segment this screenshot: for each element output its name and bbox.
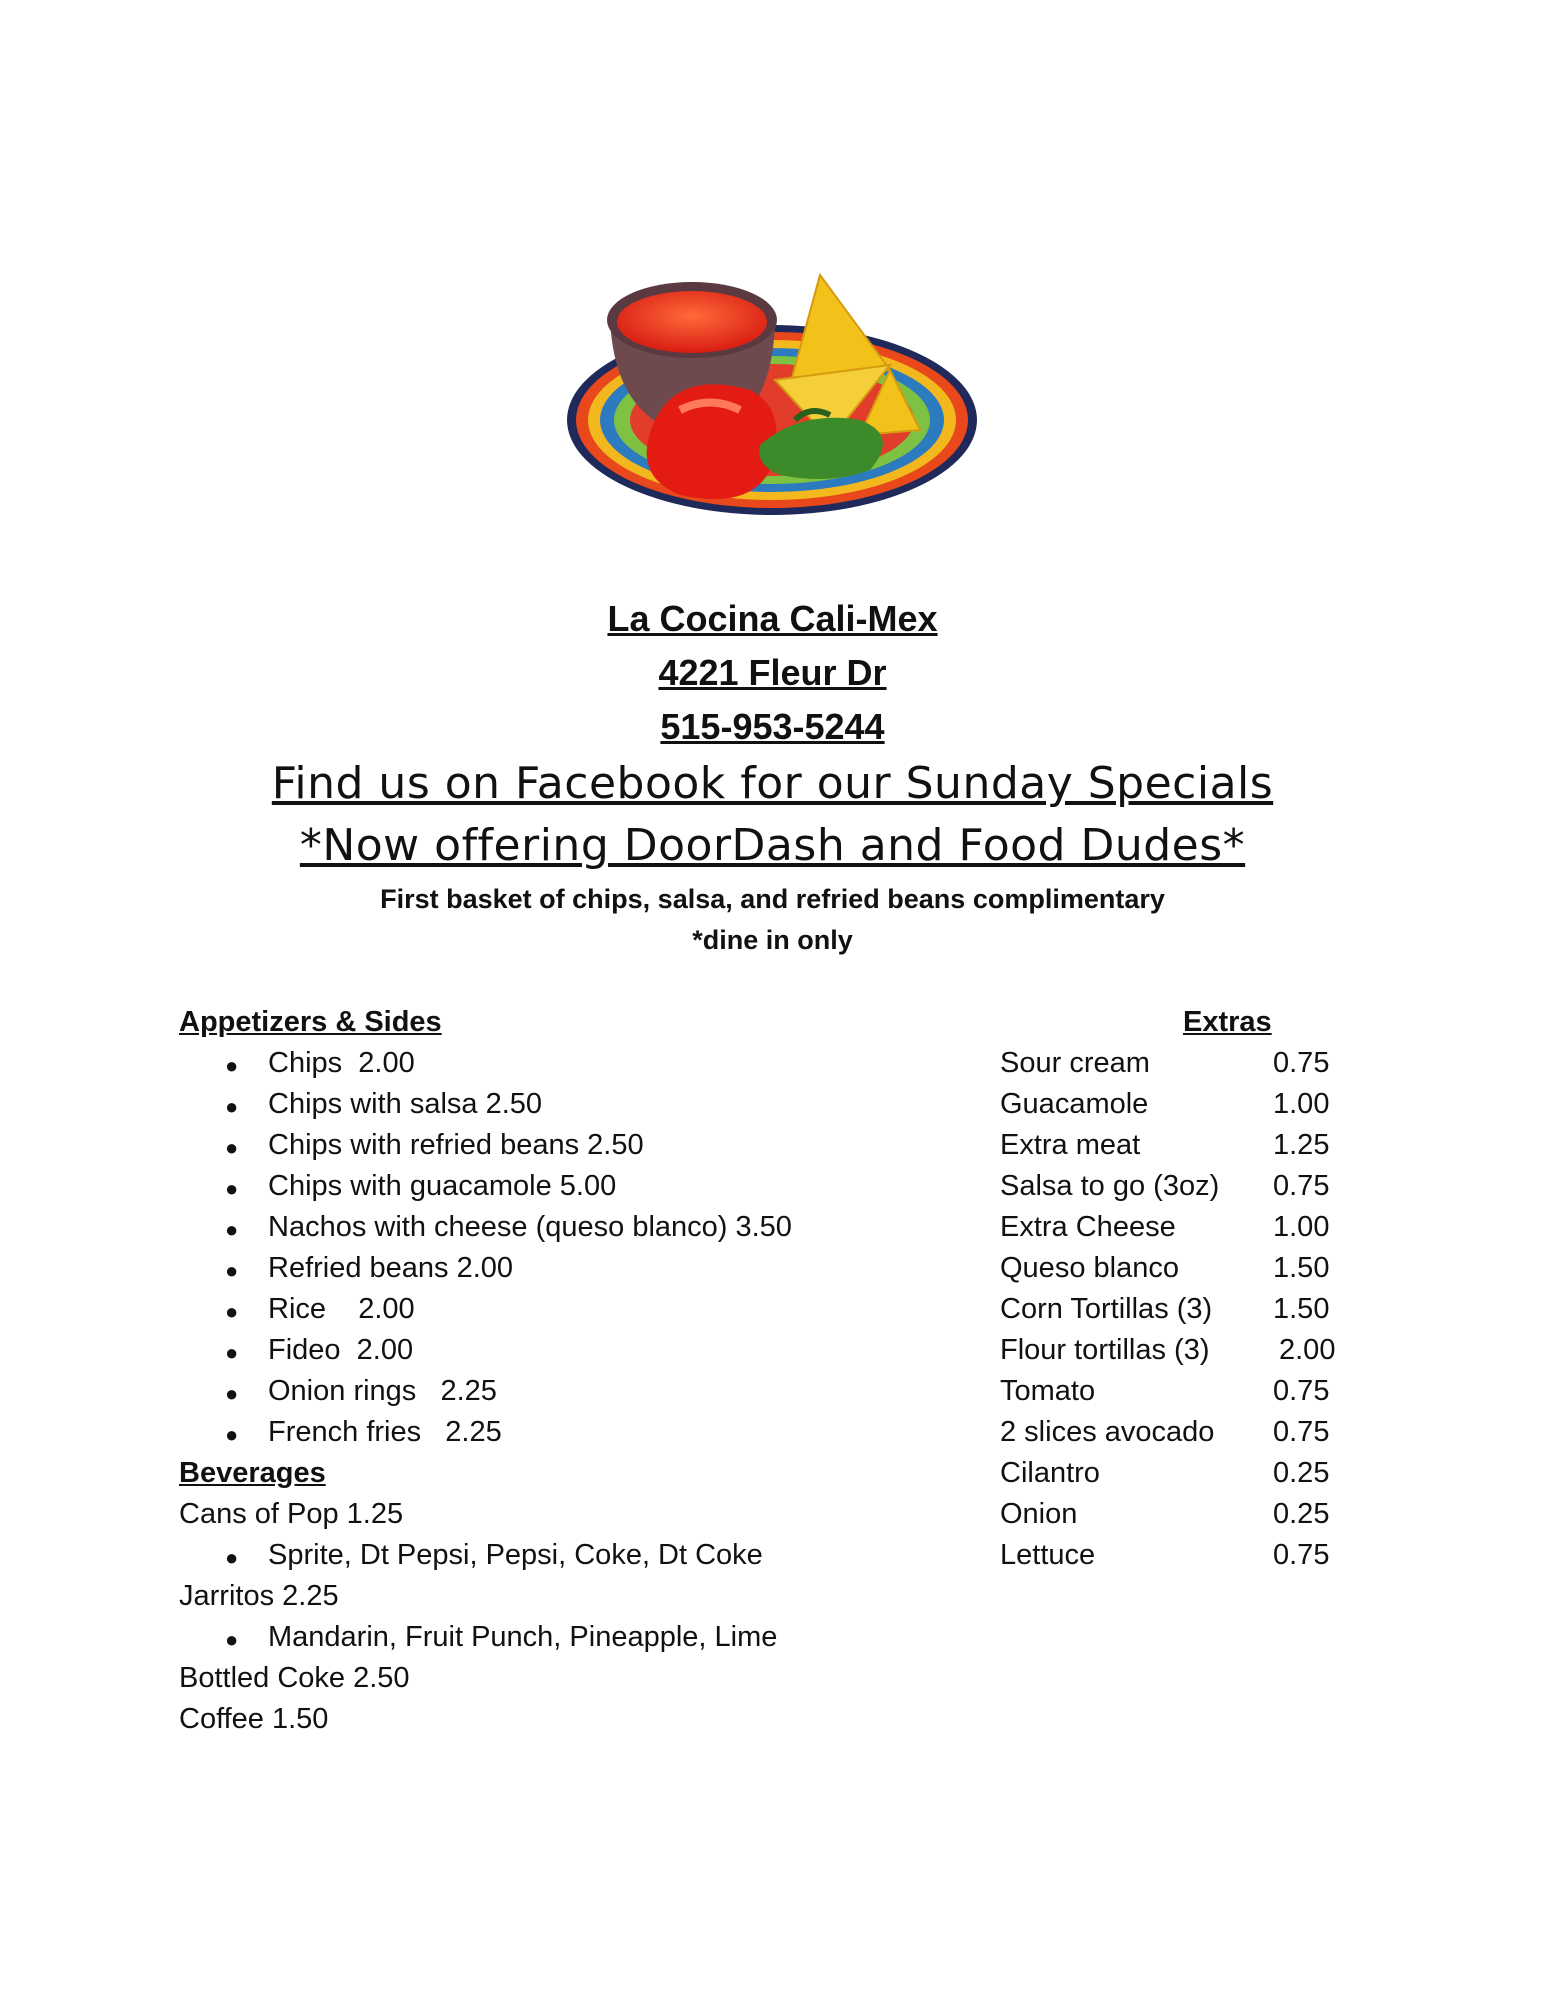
extra-name: Onion [1000, 1498, 1078, 1530]
extra-name: Queso blanco [1000, 1252, 1179, 1284]
bullet-icon: ● [225, 1627, 239, 1652]
list-item: Refried beans 2.00 [268, 1252, 514, 1284]
extra-name: Tomato [1000, 1375, 1096, 1407]
restaurant-address: 4221 Fleur Dr [658, 652, 887, 693]
extra-price: 0.75 [1273, 1416, 1330, 1448]
extra-price: 0.75 [1273, 1170, 1330, 1202]
beverages-heading: Beverages [179, 1457, 326, 1489]
facebook-notice: Find us on Facebook for our Sunday Specials [271, 758, 1274, 809]
beverage-bottled-coke: Bottled Coke 2.50 [179, 1662, 410, 1694]
bullet-icon: ● [225, 1176, 239, 1201]
list-item: Chips with guacamole 5.00 [268, 1170, 617, 1202]
extra-price: 0.75 [1273, 1047, 1330, 1079]
bullet-icon: ● [225, 1299, 239, 1324]
extra-name: Guacamole [1000, 1088, 1149, 1120]
list-item: Nachos with cheese (queso blanco) 3.50 [268, 1211, 792, 1243]
beverage-jarritos-flavors: Mandarin, Fruit Punch, Pineapple, Lime [268, 1621, 778, 1653]
bullet-icon: ● [225, 1381, 239, 1406]
bullet-icon: ● [225, 1217, 239, 1242]
beverage-jarritos: Jarritos 2.25 [179, 1580, 339, 1612]
extra-name: Cilantro [1000, 1457, 1100, 1489]
extra-price: 0.25 [1273, 1498, 1330, 1530]
restaurant-phone: 515-953-5244 [660, 706, 885, 747]
list-item: Chips with salsa 2.50 [268, 1088, 543, 1120]
extra-name: Extra meat [1000, 1129, 1141, 1161]
delivery-notice: *Now offering DoorDash and Food Dudes* [299, 820, 1246, 871]
extra-price: 1.00 [1273, 1088, 1330, 1120]
bullet-icon: ● [225, 1053, 239, 1078]
appetizers-heading: Appetizers & Sides [179, 1006, 442, 1038]
salsa-bowl-logo [560, 270, 980, 540]
dine-in-note: *dine in only [692, 925, 853, 955]
list-item: Rice 2.00 [268, 1293, 415, 1325]
complimentary-note: First basket of chips, salsa, and refried beans complimentary [380, 884, 1165, 914]
list-item: Chips 2.00 [268, 1047, 415, 1079]
bullet-icon: ● [225, 1094, 239, 1119]
extra-name: Extra Cheese [1000, 1211, 1176, 1243]
beverage-pop: Cans of Pop 1.25 [179, 1498, 404, 1530]
extra-price: 1.50 [1273, 1293, 1330, 1325]
extra-price: 1.50 [1273, 1252, 1330, 1284]
extra-name: Lettuce [1000, 1539, 1096, 1571]
extra-name: Flour tortillas (3) [1000, 1334, 1210, 1366]
bullet-icon: ● [225, 1545, 239, 1570]
extra-price: 1.25 [1273, 1129, 1330, 1161]
list-item: Fideo 2.00 [268, 1334, 414, 1366]
list-item: Onion rings 2.25 [268, 1375, 497, 1407]
extra-price: 0.75 [1273, 1375, 1330, 1407]
bullet-icon: ● [225, 1340, 239, 1365]
extra-price: 0.25 [1273, 1457, 1330, 1489]
extra-price: 2.00 [1279, 1334, 1336, 1366]
extra-name: 2 slices avocado [1000, 1416, 1215, 1448]
extra-name: Corn Tortillas (3) [1000, 1293, 1213, 1325]
beverage-coffee: Coffee 1.50 [179, 1703, 329, 1735]
bullet-icon: ● [225, 1258, 239, 1283]
bullet-icon: ● [225, 1422, 239, 1447]
extras-heading: Extras [1183, 1006, 1272, 1038]
extra-name: Sour cream [1000, 1047, 1150, 1079]
extra-price: 0.75 [1273, 1539, 1330, 1571]
bullet-icon: ● [225, 1135, 239, 1160]
restaurant-name: La Cocina Cali-Mex [607, 598, 938, 639]
extra-name: Salsa to go (3oz) [1000, 1170, 1220, 1202]
list-item: French fries 2.25 [268, 1416, 502, 1448]
list-item: Chips with refried beans 2.50 [268, 1129, 644, 1161]
beverage-pop-flavors: Sprite, Dt Pepsi, Pepsi, Coke, Dt Coke [268, 1539, 763, 1571]
extra-price: 1.00 [1273, 1211, 1330, 1243]
